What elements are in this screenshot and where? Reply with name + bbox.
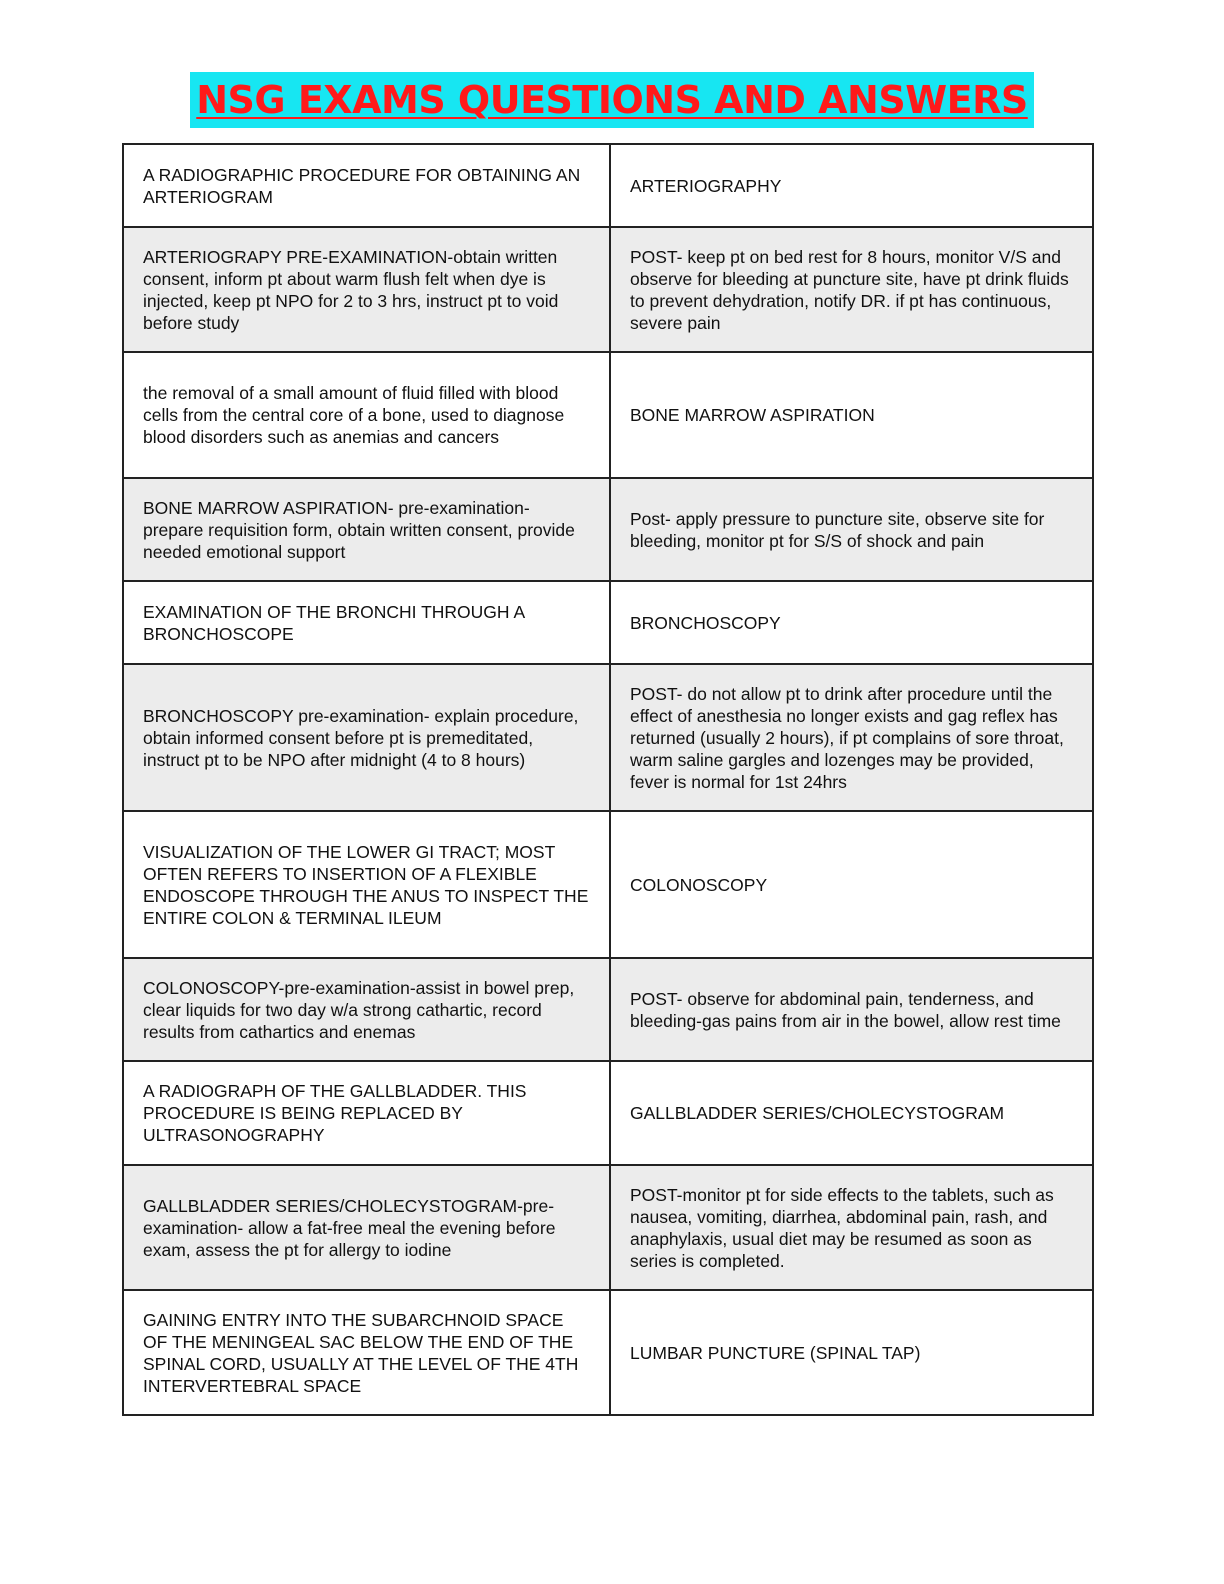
table-row (123, 1061, 1093, 1165)
table-row (123, 1165, 1093, 1290)
table-row (123, 1290, 1093, 1415)
answer-cell: LUMBAR PUNCTURE (SPINAL TAP) (610, 1290, 1093, 1415)
answer-cell: BONE MARROW ASPIRATION (610, 352, 1093, 478)
question-cell: VISUALIZATION OF THE LOWER GI TRACT; MOST OFTEN REFERS TO INSERTION OF A FLEXIBLE ENDOSCOPE THROUGH THE ANUS TO INSPECT THE ENTIRE COLON & TERMINAL ILEUM (123, 811, 610, 958)
question-cell: EXAMINATION OF THE BRONCHI THROUGH A BRONCHOSCOPE (123, 581, 610, 664)
question-cell: A RADIOGRAPHIC PROCEDURE FOR OBTAINING AN ARTERIOGRAM (123, 144, 610, 227)
answer-cell: BRONCHOSCOPY (610, 581, 1093, 664)
answer-cell: Post- apply pressure to puncture site, observe site for bleeding, monitor pt for S/S of shock and pain (610, 478, 1093, 581)
answer-cell: POST- keep pt on bed rest for 8 hours, monitor V/S and observe for bleeding at puncture site, have pt drink fluids to prevent dehydration, notify DR. if pt has continuous, severe pain (610, 227, 1093, 352)
answer-cell: POST- observe for abdominal pain, tenderness, and bleeding-gas pains from air in the bowel, allow rest time (610, 958, 1093, 1061)
table-row (123, 227, 1093, 352)
answer-cell: ARTERIOGRAPHY (610, 144, 1093, 227)
answer-cell: POST- do not allow pt to drink after procedure until the effect of anesthesia no longer exists and gag reflex has returned (usually 2 hours), if pt complains of sore throat, warm saline gargles and lozenges may be provided, fever is normal for 1st 24hrs (610, 664, 1093, 811)
question-cell: GALLBLADDER SERIES/CHOLECYSTOGRAM-pre-examination- allow a fat-free meal the evening before exam, assess the pt for allergy to iodine (123, 1165, 610, 1290)
question-cell: ARTERIOGRAPY PRE-EXAMINATION-obtain written consent, inform pt about warm flush felt when dye is injected, keep pt NPO for 2 to 3 hrs, instruct pt to void before study (123, 227, 610, 352)
answer-cell: POST-monitor pt for side effects to the tablets, such as nausea, vomiting, diarrhea, abdominal pain, rash, and anaphylaxis, usual diet may be resumed as soon as series is completed. (610, 1165, 1093, 1290)
question-cell: BRONCHOSCOPY pre-examination- explain procedure, obtain informed consent before pt is premeditated, instruct pt to be NPO after midnight (4 to 8 hours) (123, 664, 610, 811)
table-row (123, 144, 1093, 227)
table-row (123, 958, 1093, 1061)
question-cell: A RADIOGRAPH OF THE GALLBLADDER. THIS PROCEDURE IS BEING REPLACED BY ULTRASONOGRAPHY (123, 1061, 610, 1165)
table-row (123, 811, 1093, 958)
answer-cell: GALLBLADDER SERIES/CHOLECYSTOGRAM (610, 1061, 1093, 1165)
title-banner (0, 72, 1224, 128)
table-row (123, 478, 1093, 581)
qa-table (122, 143, 1094, 1416)
question-cell: BONE MARROW ASPIRATION- pre-examination- prepare requisition form, obtain written consent, provide needed emotional support (123, 478, 610, 581)
question-cell: GAINING ENTRY INTO THE SUBARCHNOID SPACE OF THE MENINGEAL SAC BELOW THE END OF THE SPINAL CORD, USUALLY AT THE LEVEL OF THE 4TH INTERVERTEBRAL SPACE (123, 1290, 610, 1415)
answer-cell: COLONOSCOPY (610, 811, 1093, 958)
table-row (123, 664, 1093, 811)
table-row (123, 581, 1093, 664)
question-cell: the removal of a small amount of fluid filled with blood cells from the central core of a bone, used to diagnose blood disorders such as anemias and cancers (123, 352, 610, 478)
table-row (123, 352, 1093, 478)
page-title: NSG EXAMS QUESTIONS AND ANSWERS (190, 72, 1033, 128)
question-cell: COLONOSCOPY-pre-examination-assist in bowel prep, clear liquids for two day w/a strong cathartic, record results from cathartics and enemas (123, 958, 610, 1061)
